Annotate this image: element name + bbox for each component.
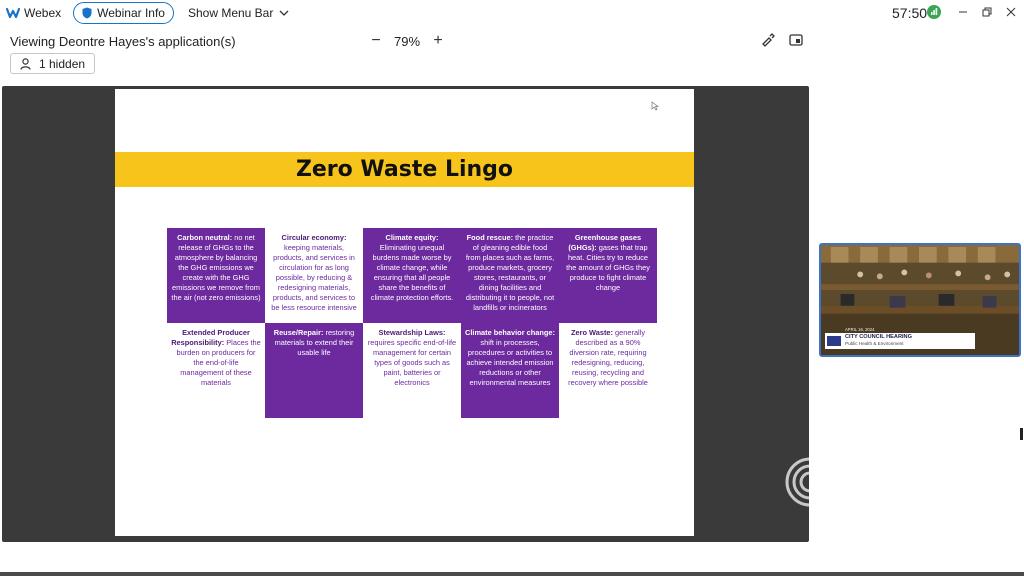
- restore-button[interactable]: [977, 3, 997, 21]
- minimize-icon: [958, 7, 968, 17]
- glossary-definition: Eliminating unequal burdens made worse by climate change, while ensuring that all people share the benefits of climate protection efforts.: [370, 242, 454, 302]
- glossary-term-cell: [461, 323, 559, 418]
- glossary-definition: the practice of gleaning edible food from places such as farms, produce markets, grocery stores, restaurants, or dining facilities and distributing it to people, not landfills or incinerators: [465, 233, 555, 312]
- app-brand: [6, 6, 61, 20]
- zoom-in-button[interactable]: +: [433, 32, 443, 49]
- shield-icon: [82, 7, 92, 19]
- lower-third-title: CITY COUNCIL HEARING: [845, 334, 912, 340]
- glossary-term: Zero Waste:: [570, 328, 613, 337]
- zoom-level: 79%: [394, 33, 421, 49]
- glossary-term: Stewardship Laws:: [378, 328, 446, 337]
- lower-third-subtitle: Public Health & Environment: [845, 341, 904, 346]
- app-name: Webex: [24, 6, 62, 20]
- presentation-slide: [115, 89, 694, 536]
- resize-handle[interactable]: [1020, 428, 1023, 440]
- video-thumbnail[interactable]: [819, 243, 1021, 357]
- channel-watermark: [784, 452, 934, 512]
- glossary-term-cell: [265, 228, 363, 323]
- show-menu-bar-button[interactable]: [188, 6, 289, 20]
- zoom-control: [368, 32, 446, 50]
- glossary-term: Climate behavior change:: [465, 328, 555, 337]
- minimize-button[interactable]: [953, 3, 973, 21]
- glossary-definition: requires specific end-of-life management for certain types of goods such as paint, batteries or electronics: [367, 337, 457, 387]
- slide-title: Zero Waste Lingo: [295, 157, 514, 182]
- webinar-info-label: Webinar Info: [97, 6, 165, 20]
- glossary-definition: gases that trap heat. Cities try to reduce the amount of GHGs they produce to fight climate change: [566, 242, 650, 292]
- zoom-out-button[interactable]: −: [371, 32, 381, 49]
- video-date: APRIL 16, 2024: [845, 327, 875, 332]
- glossary-grid: [167, 228, 657, 418]
- glossary-definition: shift in processes, procedures or activities to achieve intended emission reductions or other environmental measures: [466, 337, 554, 387]
- glossary-term-cell: [167, 228, 265, 323]
- glossary-term: Climate equity:: [385, 233, 439, 242]
- close-icon: [1006, 7, 1016, 17]
- watermark-line2: TV: [842, 480, 872, 504]
- webex-logo-icon: [6, 7, 20, 19]
- slide-title-banner: [115, 152, 694, 187]
- video-lower-third: [825, 333, 975, 349]
- hidden-count-label: 1 hidden: [39, 56, 86, 71]
- watermark-line1: CHARM: [842, 457, 925, 481]
- glossary-term: Circular economy:: [281, 233, 347, 242]
- chevron-down-icon: [279, 10, 289, 16]
- glossary-term: Carbon neutral:: [177, 233, 233, 242]
- glossary-definition: generally described as a 90% diversion rate, requiring redesigning, reducing, reusing, recycling and recovery where possible: [568, 328, 648, 387]
- person-icon: [20, 58, 31, 70]
- glossary-definition: no net release of GHGs to the atmosphere by balancing the GHG emissions we create with the GHG emissions we remove from the air (not zero emissions): [171, 233, 261, 302]
- glossary-term-cell: [363, 228, 461, 323]
- glossary-term-cell: [559, 228, 657, 323]
- show-menu-bar-label: Show Menu Bar: [187, 6, 274, 20]
- meeting-timer: 57:50: [892, 5, 928, 21]
- glossary-definition: restoring materials to extend their usable life: [274, 328, 355, 357]
- glossary-definition: keeping materials, products, and services in circulation for as long possible, by reducing & redesigning materials, products, and services to be less resource intensive: [271, 242, 357, 312]
- glossary-term: Greenhouse gases (GHGs):: [568, 233, 642, 252]
- city-seal-icon: [827, 336, 841, 346]
- close-button[interactable]: [1001, 3, 1021, 21]
- title-bar: [0, 0, 1024, 26]
- glossary-term: Reuse/Repair:: [273, 328, 324, 337]
- charm-tv-logo-icon: [784, 456, 836, 508]
- glossary-term-cell: [167, 323, 265, 418]
- pop-out-icon[interactable]: [788, 32, 804, 48]
- glossary-term-cell: [559, 323, 657, 418]
- glossary-term: Extended Producer Responsibility:: [171, 328, 250, 347]
- shared-screen: [2, 86, 809, 542]
- mouse-cursor-icon: [651, 101, 659, 111]
- bottom-edge: [0, 572, 1024, 576]
- restore-icon: [982, 7, 992, 17]
- glossary-term-cell: [363, 323, 461, 418]
- annotate-icon[interactable]: [760, 32, 776, 48]
- glossary-definition: Places the burden on producers for the end-of-life management of these materials: [176, 337, 261, 387]
- glossary-term-cell: [461, 228, 559, 323]
- glossary-term-cell: [265, 323, 363, 418]
- connection-status-icon[interactable]: [927, 5, 941, 19]
- webinar-info-button[interactable]: [73, 2, 174, 24]
- sharing-title: Viewing Deontre Hayes's application(s): [10, 34, 236, 49]
- glossary-term: Food rescue:: [466, 233, 514, 242]
- hidden-participants-button[interactable]: [10, 53, 95, 74]
